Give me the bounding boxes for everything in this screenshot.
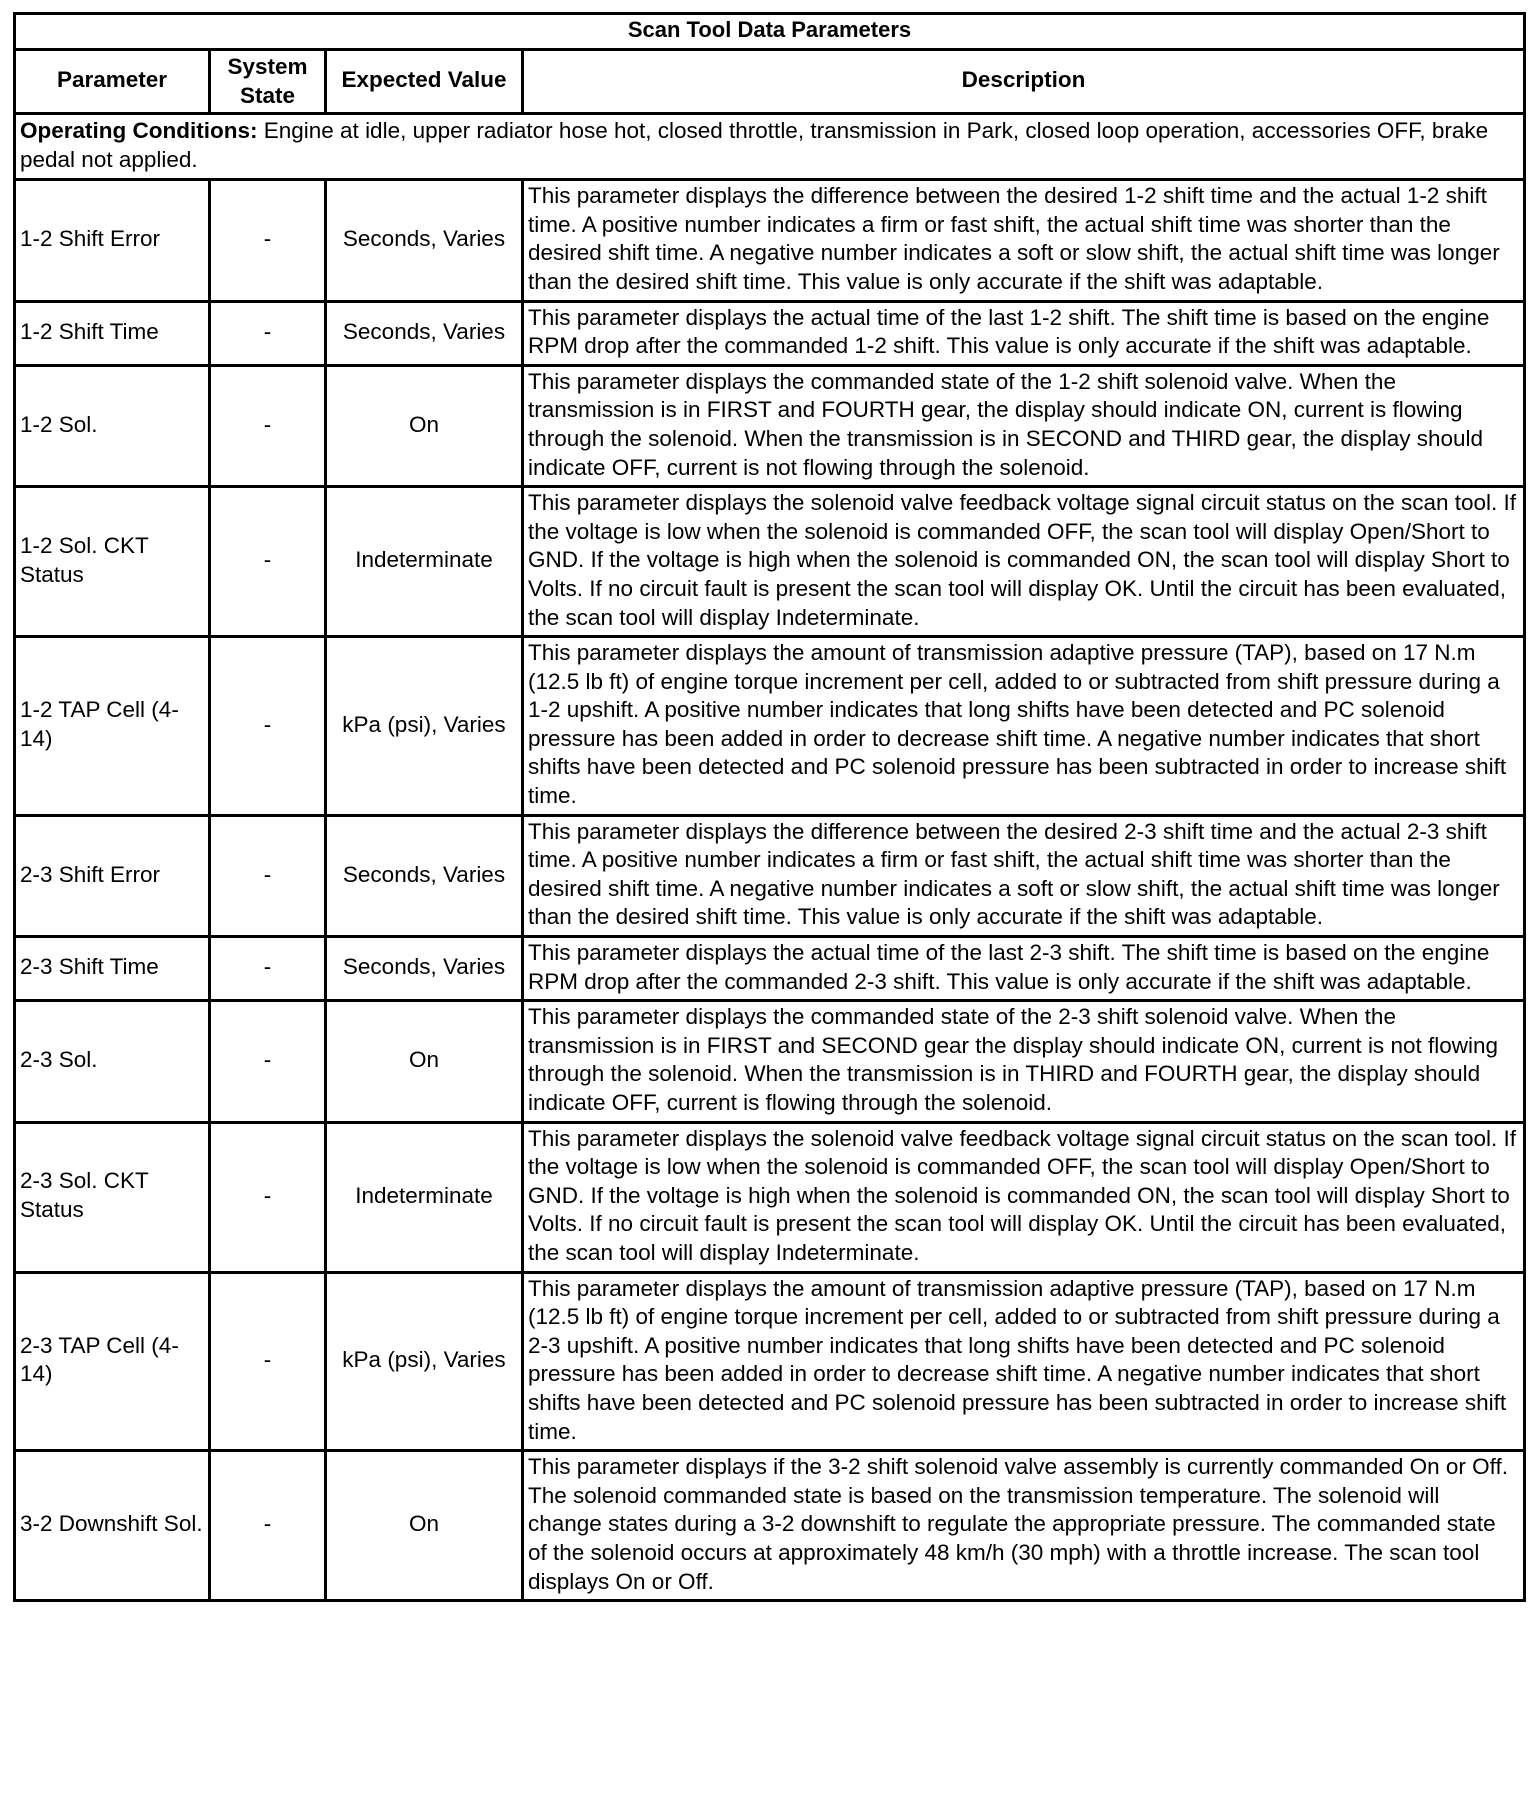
system-state-cell: - bbox=[210, 301, 326, 365]
expected-value-cell: Indeterminate bbox=[326, 487, 523, 637]
parameter-cell: 1-2 Sol. CKT Status bbox=[15, 487, 210, 637]
description-cell: This parameter displays the actual time of the last 1-2 shift. The shift time is based on the engine RPM drop after the commanded 1-2 shift. This value is only accurate if the shift was adaptable. bbox=[523, 301, 1525, 365]
header-system-state: System State bbox=[210, 50, 326, 114]
expected-value-cell: Seconds, Varies bbox=[326, 937, 523, 1001]
system-state-cell: - bbox=[210, 937, 326, 1001]
table-row bbox=[15, 487, 1525, 637]
description-cell: This parameter displays the actual time of the last 2-3 shift. The shift time is based on the engine RPM drop after the commanded 2-3 shift. This value is only accurate if the shift was adaptable. bbox=[523, 937, 1525, 1001]
system-state-cell: - bbox=[210, 637, 326, 816]
system-state-cell: - bbox=[210, 180, 326, 301]
description-cell: This parameter displays the amount of transmission adaptive pressure (TAP), based on 17 N.m (12.5 lb ft) of engine torque increment per cell, added to or subtracted from shift pressure during a 2-3 upshift. A positive number indicates that long shifts have been detected and PC solenoid pressure has been added in order to decrease shift time. A negative number indicates that short shifts have been detected and PC solenoid pressure has been subtracted in order to increase shift time. bbox=[523, 1272, 1525, 1451]
expected-value-cell: Seconds, Varies bbox=[326, 815, 523, 936]
parameter-cell: 2-3 TAP Cell (4-14) bbox=[15, 1272, 210, 1451]
parameter-cell: 3-2 Downshift Sol. bbox=[15, 1451, 210, 1601]
system-state-cell: - bbox=[210, 1122, 326, 1272]
operating-conditions-label: Operating Conditions: bbox=[20, 118, 258, 143]
description-cell: This parameter displays the solenoid valve feedback voltage signal circuit status on the scan tool. If the voltage is low when the solenoid is commanded OFF, the scan tool will display Open/Short to GND. If the voltage is high when the solenoid is commanded ON, the scan tool will display Short to Volts. If no circuit fault is present the scan tool will display OK. Until the circuit has been evaluated, the scan tool will display Indeterminate. bbox=[523, 487, 1525, 637]
table-row bbox=[15, 180, 1525, 301]
system-state-cell: - bbox=[210, 1451, 326, 1601]
expected-value-cell: On bbox=[326, 1001, 523, 1122]
system-state-cell: - bbox=[210, 487, 326, 637]
table-row bbox=[15, 1451, 1525, 1601]
parameter-cell: 1-2 Shift Error bbox=[15, 180, 210, 301]
description-cell: This parameter displays the commanded state of the 2-3 shift solenoid valve. When the transmission is in FIRST and SECOND gear the display should indicate ON, current is not flowing through the solenoid. When the transmission is in THIRD and FOURTH gear, the display should indicate OFF, current is flowing through the solenoid. bbox=[523, 1001, 1525, 1122]
header-expected-value: Expected Value bbox=[326, 50, 523, 114]
table-row bbox=[15, 1122, 1525, 1272]
parameter-cell: 1-2 Shift Time bbox=[15, 301, 210, 365]
expected-value-cell: Seconds, Varies bbox=[326, 301, 523, 365]
description-cell: This parameter displays if the 3-2 shift solenoid valve assembly is currently commanded On or Off. The solenoid commanded state is based on the transmission temperature. The solenoid will change states during a 3-2 downshift to regulate the appropriate pressure. The commanded state of the solenoid occurs at approximately 48 km/h (30 mph) with a throttle increase. The scan tool displays On or Off. bbox=[523, 1451, 1525, 1601]
table-row bbox=[15, 815, 1525, 936]
system-state-cell: - bbox=[210, 815, 326, 936]
expected-value-cell: kPa (psi), Varies bbox=[326, 637, 523, 816]
table-row bbox=[15, 637, 1525, 816]
expected-value-cell: Seconds, Varies bbox=[326, 180, 523, 301]
table-row bbox=[15, 1001, 1525, 1122]
operating-conditions bbox=[15, 114, 1525, 180]
expected-value-cell: On bbox=[326, 365, 523, 486]
system-state-cell: - bbox=[210, 1272, 326, 1451]
description-cell: This parameter displays the solenoid valve feedback voltage signal circuit status on the scan tool. If the voltage is low when the solenoid is commanded OFF, the scan tool will display Open/Short to GND. If the voltage is high when the solenoid is commanded ON, the scan tool will display Short to Volts. If no circuit fault is present the scan tool will display OK. Until the circuit has been evaluated, the scan tool will display Indeterminate. bbox=[523, 1122, 1525, 1272]
system-state-cell: - bbox=[210, 1001, 326, 1122]
parameter-cell: 1-2 Sol. bbox=[15, 365, 210, 486]
table-title: Scan Tool Data Parameters bbox=[15, 14, 1525, 50]
system-state-cell: - bbox=[210, 365, 326, 486]
description-cell: This parameter displays the difference between the desired 2-3 shift time and the actual 2-3 shift time. A positive number indicates a firm or fast shift, the actual shift time was shorter than the desired shift time. A negative number indicates a soft or slow shift, the actual shift time was longer than the desired shift time. This value is only accurate if the shift was adaptable. bbox=[523, 815, 1525, 936]
parameter-cell: 2-3 Sol. bbox=[15, 1001, 210, 1122]
description-cell: This parameter displays the difference between the desired 1-2 shift time and the actual 1-2 shift time. A positive number indicates a firm or fast shift, the actual shift time was shorter than the desired shift time. A negative number indicates a soft or slow shift, the actual shift time was longer than the desired shift time. This value is only accurate if the shift was adaptable. bbox=[523, 180, 1525, 301]
expected-value-cell: On bbox=[326, 1451, 523, 1601]
description-cell: This parameter displays the commanded state of the 1-2 shift solenoid valve. When the transmission is in FIRST and FOURTH gear, the display should indicate ON, current is flowing through the solenoid. When the transmission is in SECOND and THIRD gear, the display should indicate OFF, current is not flowing through the solenoid. bbox=[523, 365, 1525, 486]
parameter-cell: 2-3 Sol. CKT Status bbox=[15, 1122, 210, 1272]
header-parameter: Parameter bbox=[15, 50, 210, 114]
table-row bbox=[15, 1272, 1525, 1451]
expected-value-cell: kPa (psi), Varies bbox=[326, 1272, 523, 1451]
parameter-cell: 2-3 Shift Error bbox=[15, 815, 210, 936]
operating-conditions-text: Engine at idle, upper radiator hose hot, closed throttle, transmission in Park, closed loop operation, accessories OFF, brake pedal not applied. bbox=[20, 118, 1489, 172]
table-row bbox=[15, 301, 1525, 365]
table-row bbox=[15, 365, 1525, 486]
expected-value-cell: Indeterminate bbox=[326, 1122, 523, 1272]
parameter-cell: 2-3 Shift Time bbox=[15, 937, 210, 1001]
description-cell: This parameter displays the amount of transmission adaptive pressure (TAP), based on 17 N.m (12.5 lb ft) of engine torque increment per cell, added to or subtracted from shift pressure during a 1-2 upshift. A positive number indicates that long shifts have been detected and PC solenoid pressure has been added in order to decrease shift time. A negative number indicates that short shifts have been detected and PC solenoid pressure has been subtracted in order to increase shift time. bbox=[523, 637, 1525, 816]
table-row bbox=[15, 937, 1525, 1001]
scan-tool-data-table bbox=[13, 12, 1526, 1602]
parameter-cell: 1-2 TAP Cell (4-14) bbox=[15, 637, 210, 816]
header-description: Description bbox=[523, 50, 1525, 114]
